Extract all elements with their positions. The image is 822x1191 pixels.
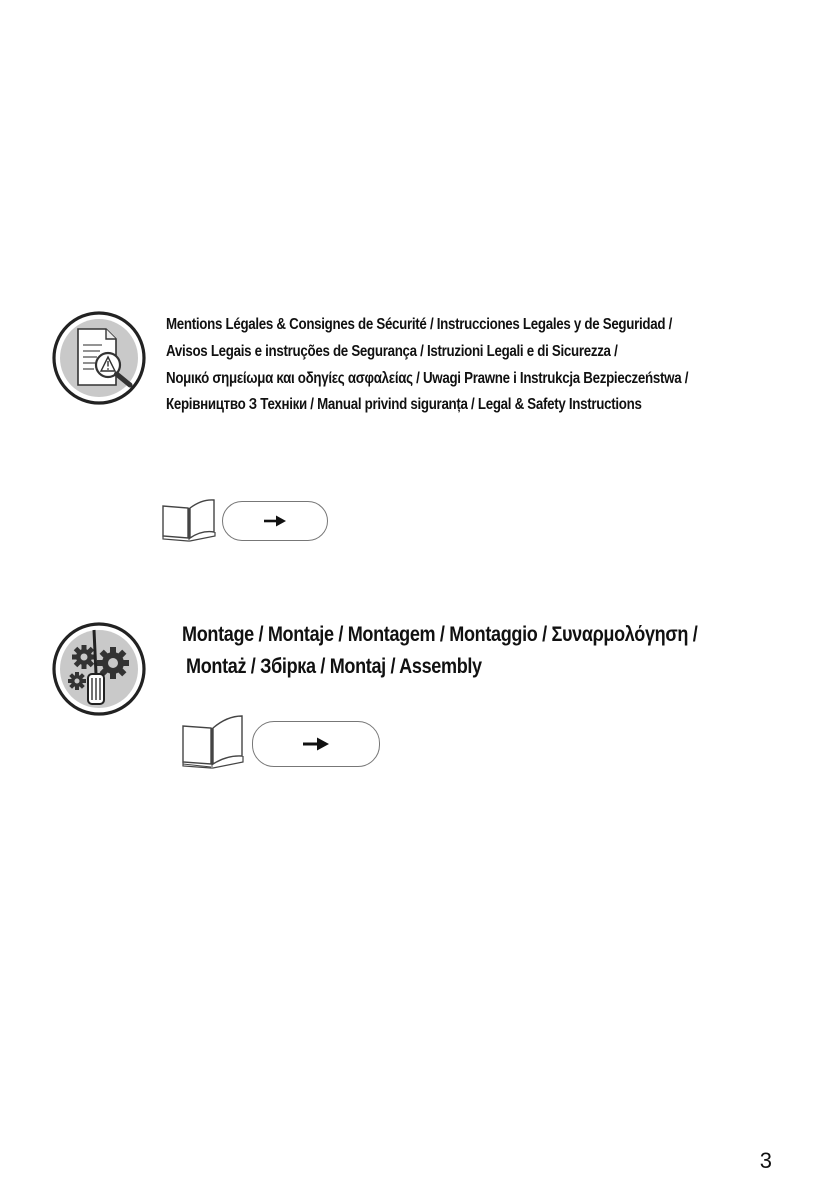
open-book-icon-large <box>180 712 246 770</box>
legal-title-line-4: Керівництво З Техніки / Manual privind siguranța / Legal & Safety Instructions <box>166 396 642 413</box>
open-book-icon <box>160 496 218 542</box>
legal-title-line-1: Mentions Légales & Consignes de Sécurité / Instrucciones Legales y de Seguridad / <box>166 316 673 333</box>
arrow-right-icon <box>302 737 330 751</box>
legal-title-line-2: Avisos Legais e instruções de Segurança / Istruzioni Legali e di Sicurezza / <box>166 343 618 360</box>
assembly-go-button[interactable] <box>252 721 380 767</box>
arrow-right-icon <box>263 515 287 527</box>
document-warning-magnifier-icon <box>50 305 150 411</box>
gears-screwdriver-icon <box>50 616 150 722</box>
assembly-title-line-1: Montage / Montaje / Montagem / Montaggio / Συναρμολόγηση / <box>182 623 698 646</box>
legal-go-button[interactable] <box>222 501 328 541</box>
legal-section <box>0 0 822 560</box>
assembly-section <box>0 560 822 800</box>
assembly-title-line-2: Montaż / Збірка / Montaj / Assembly <box>186 655 482 678</box>
page-number: 3 <box>759 1148 772 1173</box>
legal-title-line-3: Νομικό σημείωμα και οδηγίες ασφαλείας / Uwagi Prawne i Instrukcja Bezpieczeństwa / <box>166 370 689 387</box>
